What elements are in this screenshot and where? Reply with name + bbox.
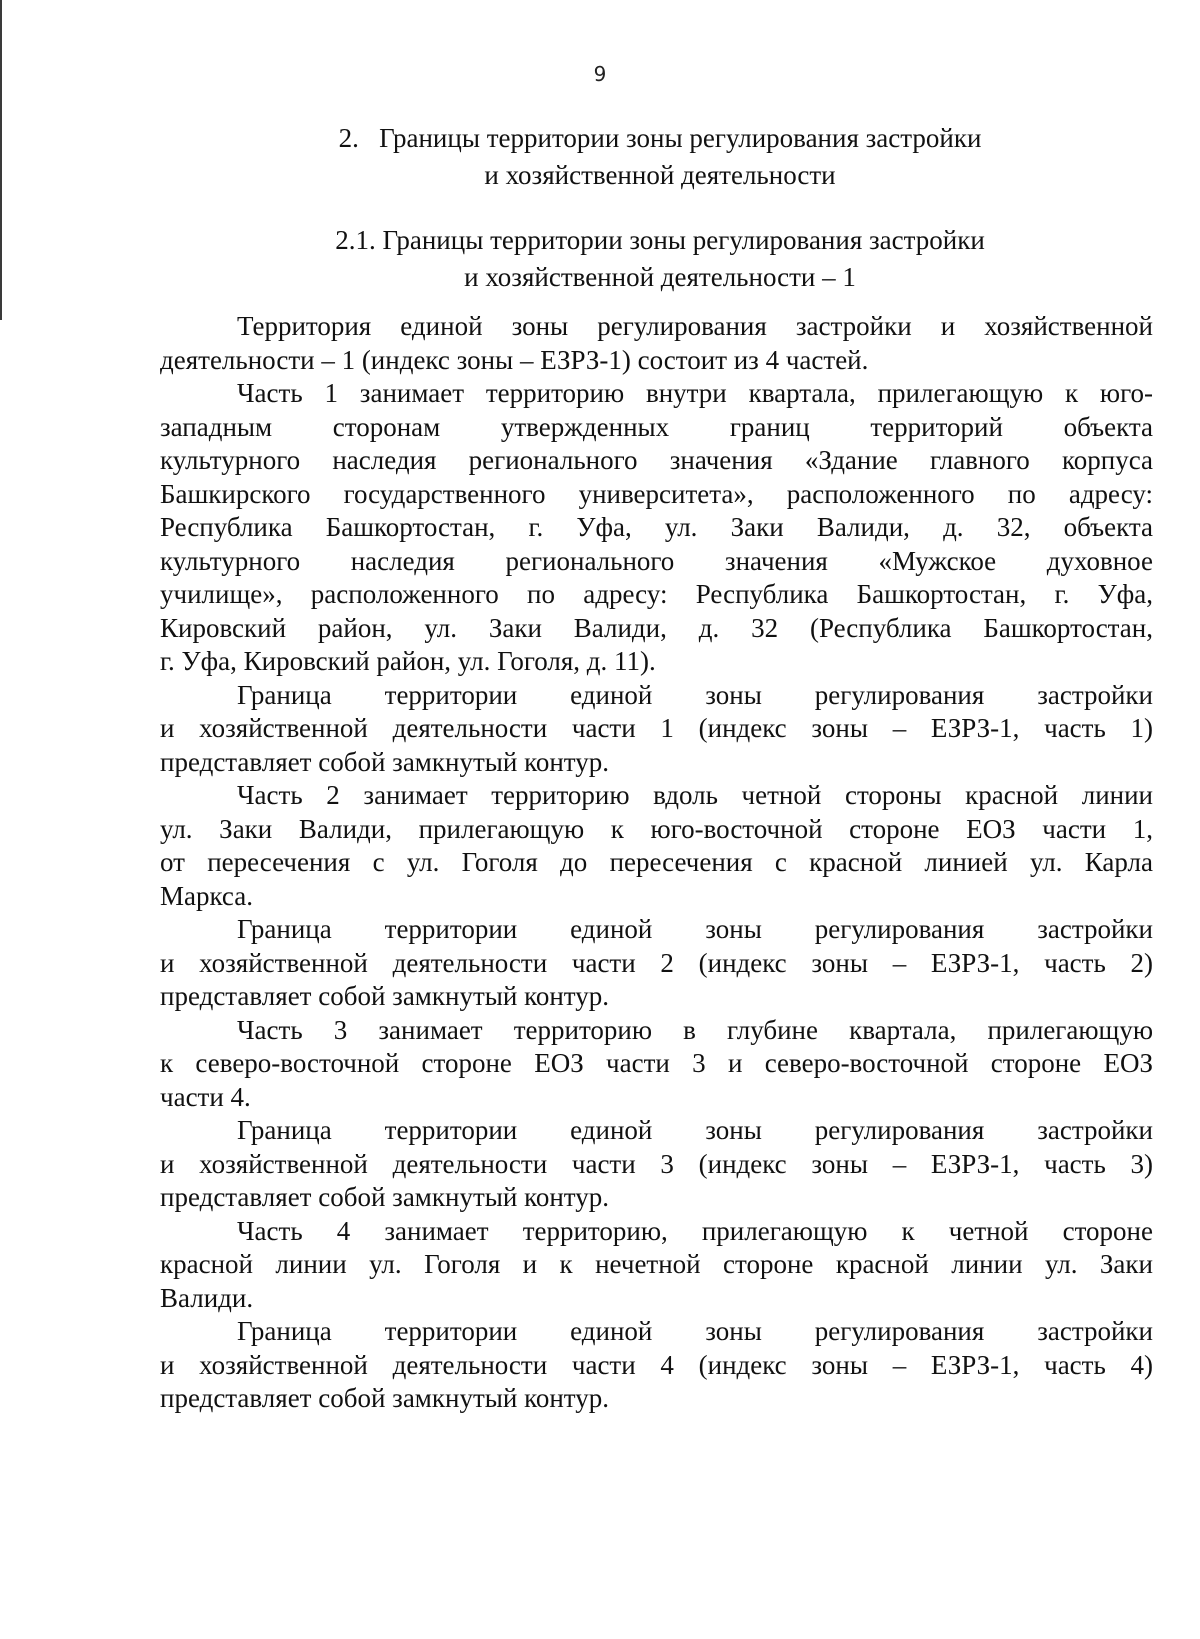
body-text (160, 310, 1153, 1416)
text-line: культурного наследия регионального значения «Здание главного корпуса (160, 445, 1153, 475)
text-line: части 4. (160, 1081, 251, 1112)
text-line: красной линии ул. Гоголя и к нечетной стороне красной линии ул. Заки (160, 1249, 1153, 1279)
text-line: и хозяйственной деятельности части 1 (индекс зоны – ЕЗРЗ-1, часть 1) (160, 713, 1153, 743)
paragraph (160, 377, 1153, 679)
text-line: Территория единой зоны регулирования застройки и хозяйственной (237, 311, 1153, 341)
text-line: Граница территории единой зоны регулирования застройки (237, 1316, 1153, 1346)
subsection-title-line-2: и хозяйственной деятельности – 1 (464, 262, 856, 292)
paragraph (160, 679, 1153, 780)
text-line: Часть 2 занимает территорию вдоль четной стороны красной линии (237, 780, 1153, 810)
paragraph (160, 1315, 1153, 1416)
text-line: Граница территории единой зоны регулирования застройки (237, 914, 1153, 944)
section-title-line-2: и хозяйственной деятельности (484, 160, 836, 190)
text-line: от пересечения с ул. Гоголя до пересечения с красной линией ул. Карла (160, 847, 1153, 877)
paragraph (160, 913, 1153, 1014)
text-line: Граница территории единой зоны регулирования застройки (237, 679, 1153, 710)
paragraph (160, 1014, 1153, 1115)
text-line: Часть 4 занимает территорию, прилегающую к четной стороне (237, 1215, 1153, 1246)
text-line: представляет собой замкнутый контур. (160, 1383, 609, 1413)
paragraph (160, 1114, 1153, 1215)
text-line: представляет собой замкнутый контур. (160, 1182, 609, 1212)
text-line: Кировский район, ул. Заки Валиди, д. 32 (Республика Башкортостан, (160, 612, 1153, 643)
text-line: Маркса. (160, 880, 253, 911)
section-title-line-1: Границы территории зоны регулирования застройки (379, 123, 982, 153)
text-line: г. Уфа, Кировский район, ул. Гоголя, д. 11). (160, 646, 656, 676)
subsection-title-line-1: 2.1. Границы территории зоны регулирования застройки (335, 225, 985, 255)
text-line: и хозяйственной деятельности части 2 (индекс зоны – ЕЗРЗ-1, часть 2) (160, 947, 1153, 978)
text-line: западным сторонам утвержденных границ территорий объекта (160, 411, 1153, 442)
text-line: Часть 3 занимает территорию в глубине квартала, прилегающую (237, 1014, 1153, 1045)
text-line: к северо-восточной стороне ЕОЗ части 3 и северо-восточной стороне ЕОЗ (160, 1048, 1153, 1078)
text-line: деятельности – 1 (индекс зоны – ЕЗРЗ-1) состоит из 4 частей. (160, 344, 869, 375)
text-line: и хозяйственной деятельности части 4 (индекс зоны – ЕЗРЗ-1, часть 4) (160, 1349, 1153, 1380)
text-line: Башкирского государственного университета», расположенного по адресу: (160, 478, 1153, 509)
text-line: представляет собой замкнутый контур. (160, 981, 609, 1011)
page-number: 9 (593, 62, 607, 86)
text-line: Часть 1 занимает территорию внутри квартала, прилегающую к юго- (237, 378, 1153, 408)
paragraph (160, 1215, 1153, 1316)
paragraph (160, 310, 1153, 377)
text-line: культурного наследия регионального значения «Мужское духовное (160, 545, 1153, 576)
section-number: 2. (338, 123, 359, 153)
subsection-heading (160, 222, 1160, 296)
text-line: Граница территории единой зоны регулирования застройки (237, 1115, 1153, 1145)
section-heading (160, 120, 1160, 194)
text-line: Республика Башкортостан, г. Уфа, ул. Заки Валиди, д. 32, объекта (160, 512, 1153, 542)
scan-edge-line (0, 0, 2, 320)
text-line: училище», расположенного по адресу: Республика Башкортостан, г. Уфа, (160, 579, 1153, 609)
text-line: представляет собой замкнутый контур. (160, 746, 609, 777)
paragraph (160, 779, 1153, 913)
text-line: Валиди. (160, 1282, 254, 1313)
text-line: ул. Заки Валиди, прилегающую к юго-восточной стороне ЕОЗ части 1, (160, 813, 1153, 844)
section-heading-line-1 (160, 120, 1160, 157)
text-line: и хозяйственной деятельности части 3 (индекс зоны – ЕЗРЗ-1, часть 3) (160, 1148, 1153, 1179)
